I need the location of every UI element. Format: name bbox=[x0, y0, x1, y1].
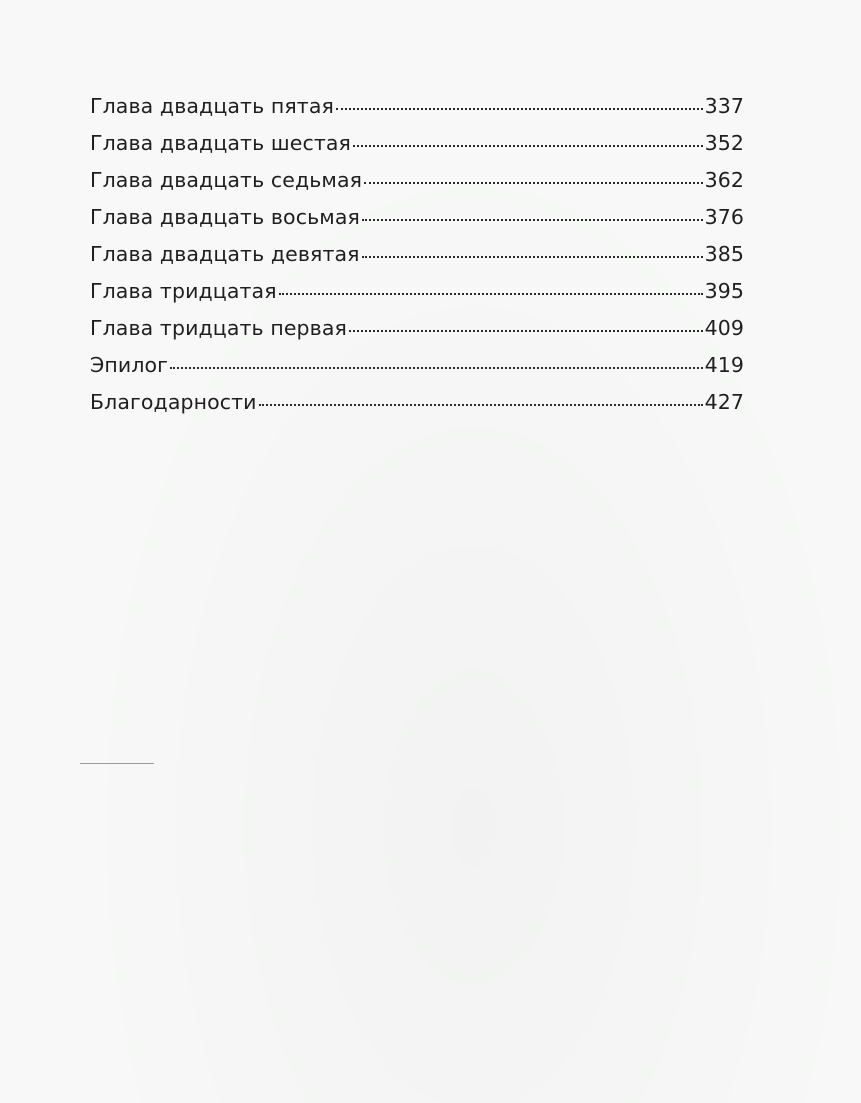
toc-dot-leader bbox=[362, 256, 703, 258]
toc-entry-title: Глава двадцать шестая bbox=[90, 131, 351, 155]
toc-entry-page: 409 bbox=[704, 316, 744, 340]
toc-entry-title: Эпилог bbox=[90, 353, 169, 377]
toc-entry bbox=[90, 353, 744, 390]
toc-entry-page: 427 bbox=[704, 390, 744, 414]
toc-dot-leader bbox=[279, 293, 703, 295]
toc-entry-title: Глава тридцать первая bbox=[90, 316, 347, 340]
toc-entry-page: 385 bbox=[704, 242, 744, 266]
toc-entry bbox=[90, 168, 744, 205]
toc-entry-title: Глава двадцать пятая bbox=[90, 94, 334, 118]
toc-entry bbox=[90, 316, 744, 353]
toc-entry-page: 376 bbox=[704, 205, 744, 229]
toc-dot-leader bbox=[353, 145, 703, 147]
toc-entry bbox=[90, 205, 744, 242]
toc-dot-leader bbox=[349, 330, 703, 332]
toc-entry-title: Благодарности bbox=[90, 390, 257, 414]
toc-entry-title: Глава двадцать девятая bbox=[90, 242, 360, 266]
toc-entry-title: Глава двадцать восьмая bbox=[90, 205, 360, 229]
footnote-divider bbox=[80, 763, 154, 764]
toc-dot-leader bbox=[259, 404, 703, 406]
toc-entry bbox=[90, 279, 744, 316]
toc-entry bbox=[90, 390, 744, 427]
toc-entry-page: 419 bbox=[704, 353, 744, 377]
toc-entry-title: Глава тридцатая bbox=[90, 279, 277, 303]
toc-entry bbox=[90, 131, 744, 168]
toc-dot-leader bbox=[336, 108, 703, 110]
table-of-contents bbox=[90, 94, 744, 427]
toc-entry bbox=[90, 242, 744, 279]
toc-entry-page: 352 bbox=[704, 131, 744, 155]
toc-dot-leader bbox=[362, 219, 703, 221]
toc-entry-title: Глава двадцать седьмая bbox=[90, 168, 363, 192]
toc-entry-page: 362 bbox=[704, 168, 744, 192]
toc-entry bbox=[90, 94, 744, 131]
toc-entry-page: 337 bbox=[704, 94, 744, 118]
toc-entry-page: 395 bbox=[704, 279, 744, 303]
toc-dot-leader bbox=[364, 182, 702, 184]
toc-dot-leader bbox=[170, 367, 703, 369]
